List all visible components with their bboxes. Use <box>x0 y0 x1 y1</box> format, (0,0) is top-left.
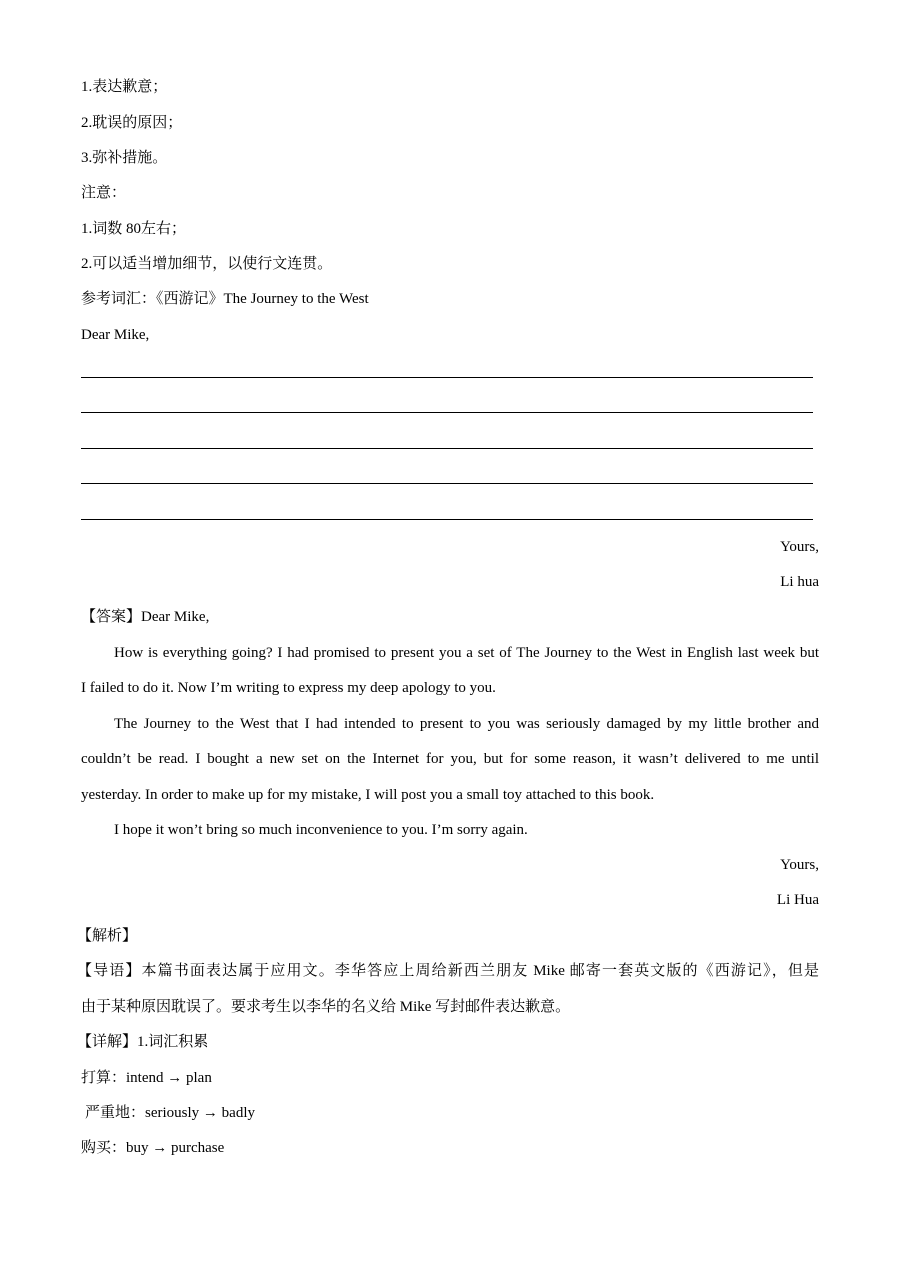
vocab-reference: 参考词汇：《西游记》The Journey to the West <box>81 291 369 307</box>
answer-paragraph-line: How is everything going? I had promised to present you a set of The Journey to the West in English last week but <box>114 645 819 661</box>
vocab-item: 严重地：seriously → badly <box>85 1105 255 1121</box>
writing-line <box>81 448 813 449</box>
template-greeting: Dear Mike, <box>81 327 150 343</box>
answer-paragraph-line: I hope it won’t bring so much inconvenience to you. I’m sorry again. <box>114 822 528 838</box>
guide-line: 由于某种原因耽误了。要求考生以李华的名义给 Mike 写封邮件表达歉意。 <box>81 999 571 1015</box>
answer-paragraph-line: couldn’t be read. I bought a new set on the Internet for you, but for some reason, it wasn’t delivered to me until <box>81 751 819 767</box>
template-closing: Yours, <box>780 539 819 555</box>
vocab-item: 打算：intend → plan <box>81 1070 212 1086</box>
writing-line <box>81 377 813 378</box>
answer-heading <box>81 607 209 627</box>
answer-label: 【答案】 <box>81 609 142 625</box>
answer-paragraph-line: I failed to do it. Now I’m writing to express my deep apology to you. <box>81 680 496 696</box>
guide-line <box>77 961 819 981</box>
requirement-item: 1.表达歉意； <box>81 79 168 95</box>
guide-label: 【导语】 <box>77 963 142 979</box>
requirement-item: 2.耽误的原因； <box>81 115 183 131</box>
note-item: 2.可以适当增加细节，以使行文连贯。 <box>81 256 333 272</box>
writing-line <box>81 483 813 484</box>
notes-title: 注意： <box>81 185 127 201</box>
answer-greeting: Dear Mike, <box>141 609 210 625</box>
analysis-label: 【解析】 <box>77 928 138 944</box>
vocab-item: 购买：buy → purchase <box>81 1140 225 1156</box>
detail-heading <box>77 1032 208 1052</box>
note-item: 1.词数 80左右； <box>81 221 187 237</box>
answer-paragraph-line: yesterday. In order to make up for my mistake, I will post you a small toy attached to this book. <box>81 787 655 803</box>
template-signature: Li hua <box>780 574 819 590</box>
answer-signature: Li Hua <box>776 892 819 908</box>
detail-title: 1.词汇积累 <box>137 1034 209 1050</box>
requirement-item: 3.弥补措施。 <box>81 150 168 166</box>
answer-paragraph-line: The Journey to the West that I had intended to present to you was seriously damaged by my little brother and <box>114 716 819 732</box>
detail-label: 【详解】 <box>77 1034 138 1050</box>
writing-line <box>81 412 813 413</box>
answer-closing: Yours, <box>780 857 819 873</box>
writing-line <box>81 519 813 520</box>
guide-text: 本篇书面表达属于应用文。李华答应上周给新西兰朋友 Mike 邮寄一套英文版的《西游记》，但是 <box>141 963 819 979</box>
